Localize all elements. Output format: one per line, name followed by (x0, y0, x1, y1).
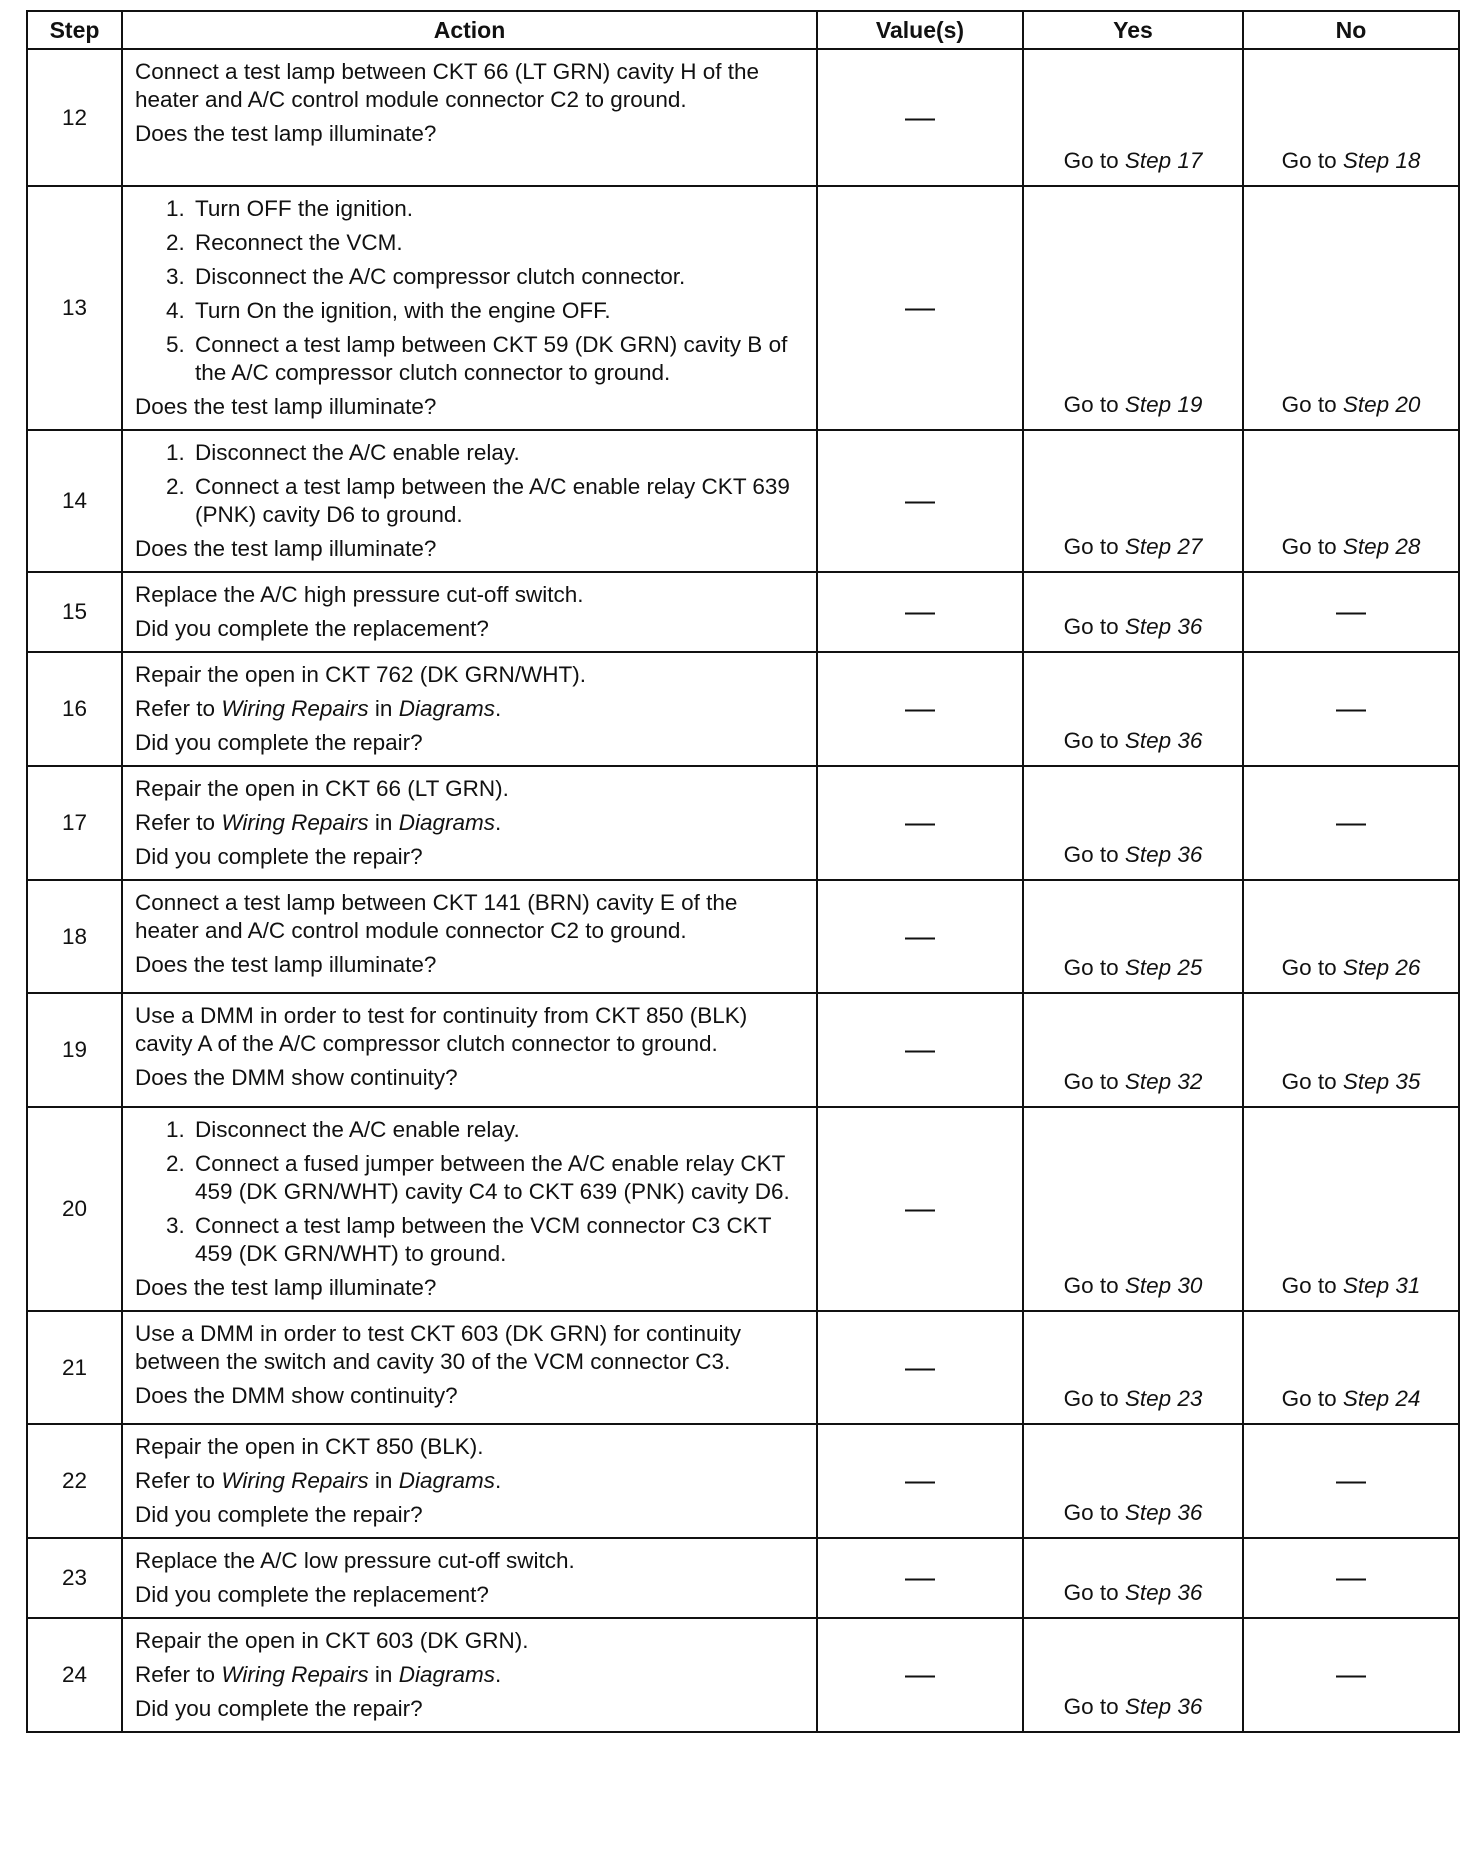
action-cell (122, 572, 817, 652)
refer-prefix: Refer to (135, 696, 216, 721)
value-cell: — (817, 49, 1023, 186)
table-row (27, 430, 1459, 572)
value-cell: — (817, 1538, 1023, 1618)
header-yes: Yes (1023, 11, 1243, 49)
action-question: Does the test lamp illuminate? (135, 1275, 437, 1300)
no-prefix: Go to (1281, 392, 1337, 417)
action-text: Replace the A/C high pressure cut-off switch. (135, 582, 584, 607)
action-cell (122, 652, 817, 766)
table-row (27, 1538, 1459, 1618)
step-number: 15 (27, 572, 122, 652)
yes-step-link: Step 36 (1124, 614, 1203, 639)
refer-link: Wiring Repairs (221, 696, 369, 721)
yes-step-link: Step 36 (1124, 728, 1203, 753)
value-cell: — (817, 1107, 1023, 1311)
yes-cell (1023, 652, 1243, 766)
table-row (27, 1618, 1459, 1732)
action-question: Did you complete the repair? (135, 844, 423, 869)
table-body (27, 49, 1459, 1732)
yes-cell (1023, 880, 1243, 993)
action-cell (122, 1538, 817, 1618)
yes-step-link: Step 27 (1124, 534, 1203, 559)
yes-cell (1023, 1311, 1243, 1424)
action-cell (122, 430, 817, 572)
refer-mid: in (374, 1468, 393, 1493)
refer-prefix: Refer to (135, 1662, 216, 1687)
procedure-list (135, 1116, 806, 1268)
action-question: Did you complete the replacement? (135, 616, 489, 641)
yes-cell (1023, 766, 1243, 880)
refer-text (135, 695, 806, 723)
header-row (27, 11, 1459, 49)
table-row (27, 1424, 1459, 1538)
step-number: 13 (27, 186, 122, 430)
yes-prefix: Go to (1063, 1386, 1119, 1411)
action-question: Did you complete the repair? (135, 730, 423, 755)
table-row (27, 652, 1459, 766)
yes-prefix: Go to (1063, 955, 1119, 980)
yes-prefix: Go to (1063, 1694, 1119, 1719)
no-cell: — (1243, 1538, 1459, 1618)
yes-prefix: Go to (1063, 1580, 1119, 1605)
yes-cell (1023, 186, 1243, 430)
procedure-item: 1. Disconnect the A/C enable relay. (191, 439, 806, 467)
header-action: Action (122, 11, 817, 49)
procedure-list (135, 439, 806, 529)
value-cell: — (817, 1311, 1023, 1424)
procedure-item: 1. Disconnect the A/C enable relay. (191, 1116, 806, 1144)
no-cell (1243, 186, 1459, 430)
yes-prefix: Go to (1063, 148, 1119, 173)
refer-text (135, 1467, 806, 1495)
action-text: Replace the A/C low pressure cut-off switch. (135, 1548, 575, 1573)
step-number: 24 (27, 1618, 122, 1732)
yes-step-link: Step 36 (1124, 1500, 1203, 1525)
action-cell (122, 880, 817, 993)
no-prefix: Go to (1281, 1386, 1337, 1411)
procedure-item: 2. Reconnect the VCM. (191, 229, 806, 257)
no-cell: — (1243, 652, 1459, 766)
yes-step-link: Step 17 (1124, 148, 1203, 173)
yes-prefix: Go to (1063, 728, 1119, 753)
procedure-item: 3. Disconnect the A/C compressor clutch connector. (191, 263, 806, 291)
no-step-link: Step 31 (1342, 1273, 1421, 1298)
value-cell: — (817, 1618, 1023, 1732)
procedure-list (135, 195, 806, 387)
table-row (27, 880, 1459, 993)
value-cell: — (817, 766, 1023, 880)
table-row (27, 1311, 1459, 1424)
value-cell: — (817, 652, 1023, 766)
no-cell: — (1243, 1424, 1459, 1538)
procedure-item: 3. Connect a test lamp between the VCM connector C3 CKT 459 (DK GRN/WHT) to ground. (191, 1212, 806, 1268)
yes-prefix: Go to (1063, 614, 1119, 639)
yes-step-link: Step 36 (1124, 1694, 1203, 1719)
action-text: Use a DMM in order to test for continuity from CKT 850 (BLK) cavity A of the A/C compressor clutch connector to ground. (135, 1003, 748, 1056)
no-step-link: Step 20 (1342, 392, 1421, 417)
no-prefix: Go to (1281, 1069, 1337, 1094)
action-cell (122, 1311, 817, 1424)
yes-prefix: Go to (1063, 1069, 1119, 1094)
action-text: Use a DMM in order to test CKT 603 (DK GRN) for continuity between the switch and cavity 30 of the VCM connector C3. (135, 1321, 742, 1374)
action-question: Did you complete the replacement? (135, 1582, 489, 1607)
action-question: Did you complete the repair? (135, 1696, 423, 1721)
yes-cell (1023, 1618, 1243, 1732)
procedure-item: 1. Turn OFF the ignition. (191, 195, 806, 223)
header-step: Step (27, 11, 122, 49)
action-text: Repair the open in CKT 603 (DK GRN). (135, 1628, 529, 1653)
value-cell: — (817, 993, 1023, 1107)
table-row (27, 766, 1459, 880)
table-row (27, 49, 1459, 186)
yes-step-link: Step 25 (1124, 955, 1203, 980)
refer-book: Diagrams (398, 1468, 495, 1493)
no-prefix: Go to (1281, 148, 1337, 173)
no-step-link: Step 35 (1342, 1069, 1421, 1094)
value-cell: — (817, 880, 1023, 993)
action-question: Does the DMM show continuity? (135, 1383, 458, 1408)
refer-end: . (494, 1662, 502, 1687)
yes-prefix: Go to (1063, 534, 1119, 559)
refer-text (135, 1661, 806, 1689)
no-cell (1243, 430, 1459, 572)
table-row (27, 186, 1459, 430)
action-text: Repair the open in CKT 850 (BLK). (135, 1434, 484, 1459)
header-no: No (1243, 11, 1459, 49)
step-number: 23 (27, 1538, 122, 1618)
no-cell (1243, 1311, 1459, 1424)
action-text: Repair the open in CKT 66 (LT GRN). (135, 776, 509, 801)
action-text: Connect a test lamp between CKT 141 (BRN) cavity E of the heater and A/C control module connector C2 to ground. (135, 890, 738, 943)
no-cell: — (1243, 572, 1459, 652)
diagnostic-table (26, 10, 1460, 1733)
action-question: Does the DMM show continuity? (135, 1065, 458, 1090)
action-question: Does the test lamp illuminate? (135, 394, 437, 419)
no-prefix: Go to (1281, 955, 1337, 980)
yes-step-link: Step 36 (1124, 842, 1203, 867)
procedure-item: 4. Turn On the ignition, with the engine OFF. (191, 297, 806, 325)
yes-step-link: Step 23 (1124, 1386, 1203, 1411)
refer-link: Wiring Repairs (221, 1468, 369, 1493)
step-number: 22 (27, 1424, 122, 1538)
value-cell: — (817, 430, 1023, 572)
refer-end: . (494, 810, 502, 835)
step-number: 18 (27, 880, 122, 993)
yes-step-link: Step 32 (1124, 1069, 1203, 1094)
yes-step-link: Step 30 (1124, 1273, 1203, 1298)
action-cell (122, 186, 817, 430)
step-number: 12 (27, 49, 122, 186)
table-row (27, 993, 1459, 1107)
step-number: 16 (27, 652, 122, 766)
no-cell (1243, 1107, 1459, 1311)
action-question: Did you complete the repair? (135, 1502, 423, 1527)
no-step-link: Step 26 (1342, 955, 1421, 980)
action-question: Does the test lamp illuminate? (135, 121, 437, 146)
step-number: 21 (27, 1311, 122, 1424)
procedure-item: 2. Connect a fused jumper between the A/C enable relay CKT 459 (DK GRN/WHT) cavity C4 to CKT 639 (PNK) cavity D6. (191, 1150, 806, 1206)
yes-step-link: Step 36 (1124, 1580, 1203, 1605)
value-cell: — (817, 572, 1023, 652)
refer-mid: in (374, 696, 393, 721)
yes-cell (1023, 993, 1243, 1107)
no-cell: — (1243, 1618, 1459, 1732)
no-step-link: Step 18 (1342, 148, 1421, 173)
action-cell (122, 766, 817, 880)
yes-step-link: Step 19 (1124, 392, 1203, 417)
step-number: 20 (27, 1107, 122, 1311)
step-number: 17 (27, 766, 122, 880)
value-cell: — (817, 1424, 1023, 1538)
yes-cell (1023, 1538, 1243, 1618)
yes-prefix: Go to (1063, 1273, 1119, 1298)
no-prefix: Go to (1281, 1273, 1337, 1298)
no-step-link: Step 28 (1342, 534, 1421, 559)
action-cell (122, 1107, 817, 1311)
refer-book: Diagrams (398, 810, 495, 835)
refer-mid: in (374, 810, 393, 835)
value-cell: — (817, 186, 1023, 430)
no-prefix: Go to (1281, 534, 1337, 559)
yes-cell (1023, 49, 1243, 186)
step-number: 14 (27, 430, 122, 572)
refer-link: Wiring Repairs (221, 810, 369, 835)
no-step-link: Step 24 (1342, 1386, 1421, 1411)
action-question: Does the test lamp illuminate? (135, 952, 437, 977)
refer-text (135, 809, 806, 837)
action-cell (122, 49, 817, 186)
action-cell (122, 1618, 817, 1732)
yes-cell (1023, 572, 1243, 652)
no-cell: — (1243, 766, 1459, 880)
refer-prefix: Refer to (135, 810, 216, 835)
refer-mid: in (374, 1662, 393, 1687)
header-values: Value(s) (817, 11, 1023, 49)
yes-prefix: Go to (1063, 842, 1119, 867)
procedure-item: 5. Connect a test lamp between CKT 59 (DK GRN) cavity B of the A/C compressor clutch connector to ground. (191, 331, 806, 387)
refer-end: . (494, 1468, 502, 1493)
yes-prefix: Go to (1063, 1500, 1119, 1525)
refer-book: Diagrams (398, 696, 495, 721)
yes-cell (1023, 1107, 1243, 1311)
action-question: Does the test lamp illuminate? (135, 536, 437, 561)
yes-cell (1023, 430, 1243, 572)
yes-cell (1023, 1424, 1243, 1538)
yes-prefix: Go to (1063, 392, 1119, 417)
refer-link: Wiring Repairs (221, 1662, 369, 1687)
no-cell (1243, 880, 1459, 993)
refer-end: . (494, 696, 502, 721)
action-cell (122, 993, 817, 1107)
table-row (27, 572, 1459, 652)
no-cell (1243, 49, 1459, 186)
refer-prefix: Refer to (135, 1468, 216, 1493)
action-text: Repair the open in CKT 762 (DK GRN/WHT). (135, 662, 586, 687)
table-row (27, 1107, 1459, 1311)
step-number: 19 (27, 993, 122, 1107)
action-text: Connect a test lamp between CKT 66 (LT GRN) cavity H of the heater and A/C control module connector C2 to ground. (135, 59, 760, 112)
no-cell (1243, 993, 1459, 1107)
refer-book: Diagrams (398, 1662, 495, 1687)
action-cell (122, 1424, 817, 1538)
procedure-item: 2. Connect a test lamp between the A/C enable relay CKT 639 (PNK) cavity D6 to ground. (191, 473, 806, 529)
